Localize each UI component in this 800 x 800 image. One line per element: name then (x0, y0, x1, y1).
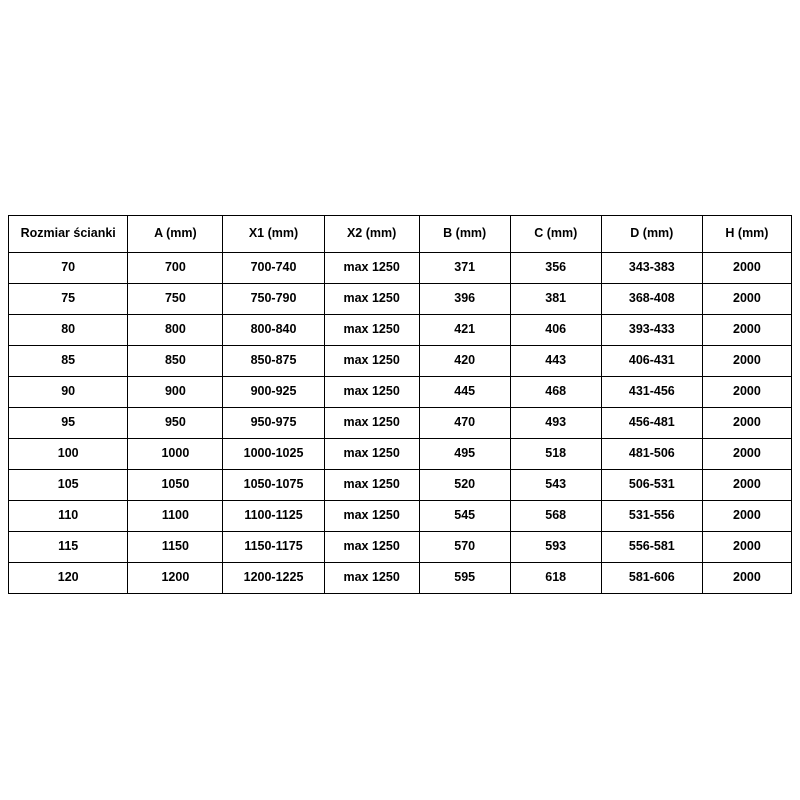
table-row (9, 346, 792, 377)
cell-c: 406 (510, 315, 601, 346)
cell-a: 850 (128, 346, 223, 377)
column-header-c: C (mm) (510, 216, 601, 253)
cell-c: 518 (510, 439, 601, 470)
cell-x2: max 1250 (324, 284, 419, 315)
cell-size: 120 (9, 563, 128, 594)
cell-b: 570 (419, 532, 510, 563)
cell-d: 481-506 (601, 439, 702, 470)
cell-x1: 1200-1225 (223, 563, 324, 594)
cell-x2: max 1250 (324, 439, 419, 470)
cell-x1: 750-790 (223, 284, 324, 315)
table-row (9, 470, 792, 501)
cell-size: 100 (9, 439, 128, 470)
cell-d: 368-408 (601, 284, 702, 315)
cell-b: 470 (419, 408, 510, 439)
spec-table-container (8, 215, 792, 594)
cell-h: 2000 (702, 501, 791, 532)
cell-x2: max 1250 (324, 315, 419, 346)
cell-a: 1200 (128, 563, 223, 594)
cell-h: 2000 (702, 253, 791, 284)
cell-x2: max 1250 (324, 501, 419, 532)
cell-size: 90 (9, 377, 128, 408)
cell-x2: max 1250 (324, 470, 419, 501)
cell-x1: 1000-1025 (223, 439, 324, 470)
cell-x1: 800-840 (223, 315, 324, 346)
cell-a: 950 (128, 408, 223, 439)
cell-a: 750 (128, 284, 223, 315)
cell-h: 2000 (702, 284, 791, 315)
cell-b: 495 (419, 439, 510, 470)
cell-size: 115 (9, 532, 128, 563)
table-body (9, 253, 792, 594)
cell-x1: 1150-1175 (223, 532, 324, 563)
cell-x2: max 1250 (324, 377, 419, 408)
cell-b: 420 (419, 346, 510, 377)
cell-d: 456-481 (601, 408, 702, 439)
cell-size: 110 (9, 501, 128, 532)
cell-c: 568 (510, 501, 601, 532)
cell-x1: 1100-1125 (223, 501, 324, 532)
cell-a: 700 (128, 253, 223, 284)
cell-c: 493 (510, 408, 601, 439)
column-header-d: D (mm) (601, 216, 702, 253)
column-header-rozmiar-scianki: Rozmiar ścianki (9, 216, 128, 253)
cell-h: 2000 (702, 439, 791, 470)
cell-size: 105 (9, 470, 128, 501)
cell-x2: max 1250 (324, 408, 419, 439)
column-header-a: A (mm) (128, 216, 223, 253)
cell-c: 593 (510, 532, 601, 563)
cell-size: 95 (9, 408, 128, 439)
cell-a: 1150 (128, 532, 223, 563)
cell-a: 800 (128, 315, 223, 346)
cell-c: 543 (510, 470, 601, 501)
cell-c: 356 (510, 253, 601, 284)
cell-a: 1100 (128, 501, 223, 532)
cell-h: 2000 (702, 408, 791, 439)
column-header-h: H (mm) (702, 216, 791, 253)
cell-x1: 700-740 (223, 253, 324, 284)
table-row (9, 315, 792, 346)
dimensions-table (8, 215, 792, 594)
cell-d: 431-456 (601, 377, 702, 408)
cell-a: 1000 (128, 439, 223, 470)
cell-x1: 850-875 (223, 346, 324, 377)
cell-h: 2000 (702, 532, 791, 563)
cell-d: 556-581 (601, 532, 702, 563)
cell-size: 80 (9, 315, 128, 346)
column-header-x1: X1 (mm) (223, 216, 324, 253)
cell-x1: 950-975 (223, 408, 324, 439)
cell-d: 531-556 (601, 501, 702, 532)
column-header-x2: X2 (mm) (324, 216, 419, 253)
table-header (9, 216, 792, 253)
cell-b: 545 (419, 501, 510, 532)
table-row (9, 563, 792, 594)
cell-size: 75 (9, 284, 128, 315)
table-row (9, 408, 792, 439)
cell-d: 343-383 (601, 253, 702, 284)
column-header-b: B (mm) (419, 216, 510, 253)
cell-d: 406-431 (601, 346, 702, 377)
cell-b: 595 (419, 563, 510, 594)
cell-c: 618 (510, 563, 601, 594)
cell-c: 381 (510, 284, 601, 315)
cell-h: 2000 (702, 346, 791, 377)
cell-size: 70 (9, 253, 128, 284)
cell-b: 371 (419, 253, 510, 284)
cell-c: 443 (510, 346, 601, 377)
cell-x1: 1050-1075 (223, 470, 324, 501)
cell-a: 1050 (128, 470, 223, 501)
table-header-row (9, 216, 792, 253)
cell-x2: max 1250 (324, 532, 419, 563)
cell-x2: max 1250 (324, 253, 419, 284)
cell-b: 520 (419, 470, 510, 501)
cell-h: 2000 (702, 315, 791, 346)
table-row (9, 284, 792, 315)
cell-size: 85 (9, 346, 128, 377)
cell-x2: max 1250 (324, 346, 419, 377)
cell-d: 506-531 (601, 470, 702, 501)
cell-a: 900 (128, 377, 223, 408)
cell-b: 445 (419, 377, 510, 408)
cell-d: 393-433 (601, 315, 702, 346)
cell-x2: max 1250 (324, 563, 419, 594)
table-row (9, 439, 792, 470)
cell-c: 468 (510, 377, 601, 408)
cell-h: 2000 (702, 470, 791, 501)
cell-b: 396 (419, 284, 510, 315)
table-row (9, 501, 792, 532)
cell-b: 421 (419, 315, 510, 346)
cell-x1: 900-925 (223, 377, 324, 408)
cell-h: 2000 (702, 563, 791, 594)
table-row (9, 253, 792, 284)
cell-h: 2000 (702, 377, 791, 408)
cell-d: 581-606 (601, 563, 702, 594)
table-row (9, 377, 792, 408)
table-row (9, 532, 792, 563)
